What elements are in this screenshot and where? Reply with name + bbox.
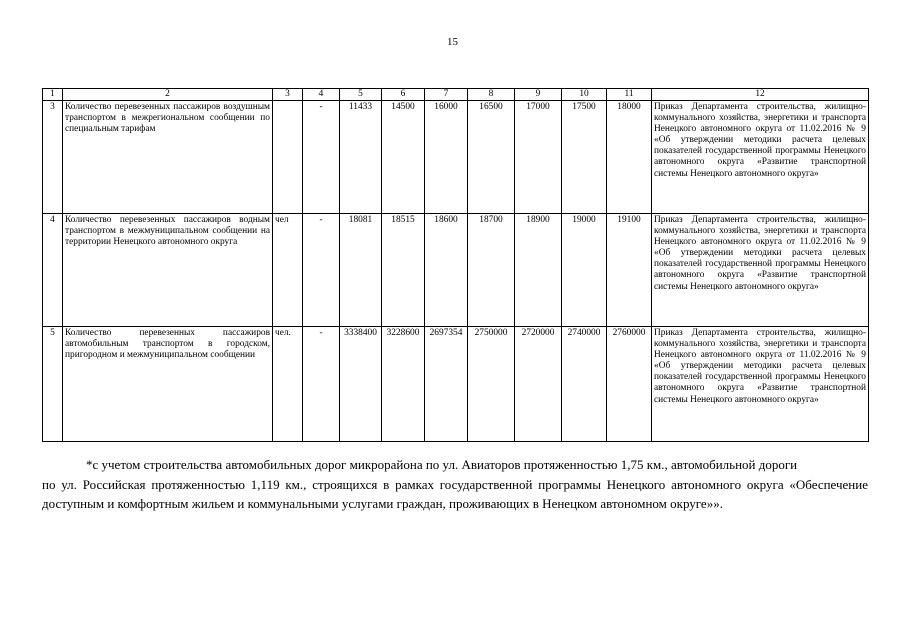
page-number: 15 bbox=[447, 36, 458, 48]
header-cell: 12 bbox=[652, 89, 869, 101]
header-cell: 9 bbox=[515, 89, 562, 101]
header-cell: 6 bbox=[382, 89, 425, 101]
value-cell: 2760000 bbox=[607, 327, 652, 442]
value-cell: 2740000 bbox=[562, 327, 607, 442]
row-number: 4 bbox=[43, 214, 63, 327]
value-cell: 11433 bbox=[340, 101, 382, 214]
value-cell: 16500 bbox=[468, 101, 515, 214]
value-cell: 17500 bbox=[562, 101, 607, 214]
header-cell: 10 bbox=[562, 89, 607, 101]
value-cell: 18600 bbox=[425, 214, 468, 327]
header-cell: 1 bbox=[43, 89, 63, 101]
value-cell: 14500 bbox=[382, 101, 425, 214]
table-row bbox=[43, 214, 869, 327]
value-cell: 16000 bbox=[425, 101, 468, 214]
header-cell: 8 bbox=[468, 89, 515, 101]
source-document: Приказ Департамента строительства, жилищно-коммунального хозяйства, энергетики и транспорта Ненецкого автономного округа от 11.02.2016 № 9 «Об утверждении методики расчета целевых показателей государственной программы Ненецкого автономного округа «Развитие транспортной системы Ненецкого автономного округа» bbox=[652, 101, 869, 214]
value-cell: 18700 bbox=[468, 214, 515, 327]
source-document: Приказ Департамента строительства, жилищно-коммунального хозяйства, энергетики и транспорта Ненецкого автономного округа от 11.02.2016 № 9 «Об утверждении методики расчета целевых показателей государственной программы Ненецкого автономного округа «Развитие транспортной системы Ненецкого автономного округа» bbox=[652, 327, 869, 442]
value-cell: 17000 bbox=[515, 101, 562, 214]
table-header-row bbox=[43, 89, 869, 101]
base-value-cell: - bbox=[303, 101, 340, 214]
footnote bbox=[42, 455, 868, 514]
header-cell: 3 bbox=[273, 89, 303, 101]
header-cell: 5 bbox=[340, 89, 382, 101]
value-cell: 18000 bbox=[607, 101, 652, 214]
value-cell: 19000 bbox=[562, 214, 607, 327]
header-cell: 11 bbox=[607, 89, 652, 101]
header-cell: 2 bbox=[63, 89, 273, 101]
value-cell: 19100 bbox=[607, 214, 652, 327]
value-cell: 18515 bbox=[382, 214, 425, 327]
unit-cell: чел. bbox=[273, 327, 303, 442]
base-value-cell: - bbox=[303, 327, 340, 442]
header-cell: 7 bbox=[425, 89, 468, 101]
row-number: 5 bbox=[43, 327, 63, 442]
value-cell: 2720000 bbox=[515, 327, 562, 442]
header-cell: 4 bbox=[303, 89, 340, 101]
value-cell: 2750000 bbox=[468, 327, 515, 442]
value-cell: 18081 bbox=[340, 214, 382, 327]
footnote-continuation: по ул. Российская протяженностью 1,119 км., строящихся в рамках государственной программы Ненецкого автономного округа «Обеспечение доступным и комфортным жильем и коммунальными услугами граждан, проживающих в Ненецком автономном округе»». bbox=[42, 476, 868, 511]
indicator-name: Количество перевезенных пассажиров воздушным транспортом в межрегиональном сообщении по специальным тарифам bbox=[63, 101, 273, 214]
value-cell: 3228600 bbox=[382, 327, 425, 442]
base-value-cell: - bbox=[303, 214, 340, 327]
unit-cell bbox=[273, 101, 303, 214]
source-document: Приказ Департамента строительства, жилищно-коммунального хозяйства, энергетики и транспорта Ненецкого автономного округа от 11.02.2016 № 9 «Об утверждении методики расчета целевых показателей государственной программы Ненецкого автономного округа «Развитие транспортной системы Ненецкого автономного округа» bbox=[652, 214, 869, 327]
value-cell: 18900 bbox=[515, 214, 562, 327]
value-cell: 2697354 bbox=[425, 327, 468, 442]
table-row bbox=[43, 101, 869, 214]
unit-cell: чел bbox=[273, 214, 303, 327]
footnote-first-line: *с учетом строительства автомобильных дорог микрорайона по ул. Авиаторов протяженностью 1,75 км., автомобильной дороги bbox=[86, 457, 798, 472]
indicator-name: Количество перевезенных пассажиров автомобильным транспортом в городском, пригородном и межмуниципальном сообщении bbox=[63, 327, 273, 442]
indicators-table bbox=[42, 88, 869, 442]
table-row bbox=[43, 327, 869, 442]
indicator-name: Количество перевезенных пассажиров водным транспортом в межмуниципальном сообщении на территории Ненецкого автономного округа bbox=[63, 214, 273, 327]
row-number: 3 bbox=[43, 101, 63, 214]
value-cell: 3338400 bbox=[340, 327, 382, 442]
